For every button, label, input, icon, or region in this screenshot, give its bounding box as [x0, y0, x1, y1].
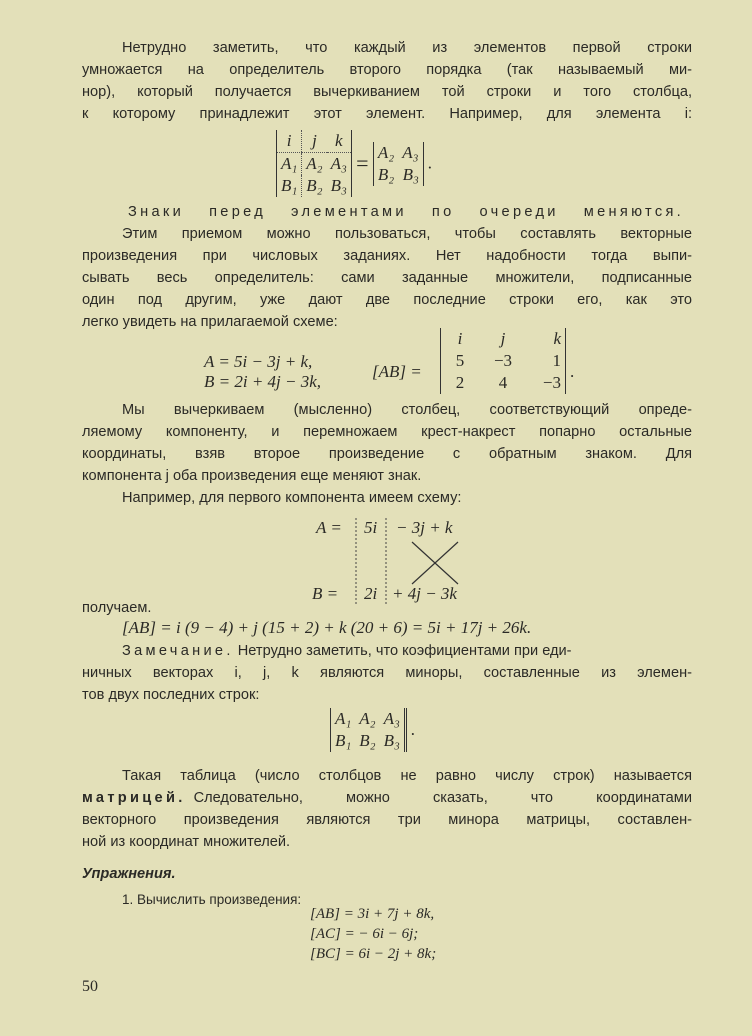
- cell: B₃: [330, 176, 347, 195]
- cell: A₃: [330, 154, 347, 173]
- cell: A₁: [335, 709, 352, 728]
- cell: B₁: [277, 175, 302, 197]
- matrix-2x3: [330, 708, 415, 752]
- scheme-b-label: B =: [312, 584, 339, 603]
- exercise-formula: [AC] = − 6i − 6j;: [310, 926, 419, 942]
- remark-heading: Замечание.: [122, 643, 234, 659]
- minor: [373, 142, 424, 186]
- cell: A₂: [302, 153, 327, 176]
- period: .: [570, 362, 575, 381]
- text: Нетрудно заметить, что коэфициентами при еди-: [237, 643, 572, 659]
- signs-line: Знаки перед элементами по очереди меняются.: [128, 204, 684, 220]
- text-line: один под другим, уже дают две последние строки его, как это: [82, 292, 692, 308]
- cell: B₃: [383, 731, 400, 750]
- cell: j: [500, 329, 506, 348]
- remark-line: [122, 641, 572, 661]
- scheme-b-rest: + 4j − 3k: [392, 584, 457, 603]
- exercise-formula: [AB] = 3i + 7j + 8k,: [310, 906, 435, 922]
- cell: 1: [552, 351, 561, 370]
- term-matrix: матрицей.: [82, 790, 186, 806]
- formula-ab: [AB] =: [372, 362, 422, 381]
- cell: i: [277, 130, 302, 153]
- page-number: 50: [82, 978, 98, 995]
- period: .: [428, 153, 433, 173]
- minor-row: A₂ A₃: [377, 142, 419, 162]
- text-line: тов двух последних строк:: [82, 687, 260, 703]
- text-line: легко увидеть на прилагаемой схеме:: [82, 314, 338, 330]
- text-line: ной из координат множителей.: [82, 834, 291, 850]
- text-line: умножается на определитель второго порядка (так называемый ми-: [82, 62, 692, 78]
- cell: −3: [493, 351, 513, 370]
- cell: 5: [455, 351, 465, 370]
- cell: A₂: [359, 709, 376, 728]
- scheme-a-i: 5i: [364, 518, 378, 537]
- cross-arrows-icon: [350, 516, 470, 606]
- text-line: компонента j оба произведения еще меняют знак.: [82, 468, 422, 484]
- text-line: Этим приемом можно пользоваться, чтобы составлять векторные: [122, 226, 692, 242]
- determinant-3x3: [276, 130, 352, 197]
- cell: B₁: [335, 731, 352, 750]
- text-line: к которому принадлежит этот элемент. Например, для элемента i:: [82, 106, 692, 122]
- text-line: Мы вычеркиваем (мысленно) столбец, соответствующий опреде-: [122, 402, 692, 418]
- formula-b: B = 2i + 4j − 3k,: [204, 372, 322, 391]
- cell: B₂: [359, 731, 376, 750]
- determinant-example: [276, 130, 432, 197]
- text-line: произведения при числовых заданиях. Нет надобности тогда выпи-: [82, 248, 692, 264]
- formula-a: A = 5i − 3j + k,: [204, 352, 313, 371]
- cell: A₃: [383, 709, 400, 728]
- text-line: [82, 788, 692, 808]
- cell: k: [327, 130, 352, 153]
- cell: A₁: [277, 153, 302, 176]
- text-line: сывать весь определитель: сами заданные множители, подписанные: [82, 270, 692, 286]
- cell: i: [457, 329, 463, 348]
- text-line: Нетрудно заметить, что каждый из элементов первой строки: [122, 40, 692, 56]
- exercise-formula: [BC] = 6i − 2j + 8k;: [310, 946, 437, 962]
- exercises-title: Упражнения.: [82, 866, 176, 882]
- result-formula: [AB] = i (9 − 4) + j (15 + 2) + k (20 + 6) = 5i + 17j + 26k.: [122, 618, 532, 637]
- text-line: координаты, взяв второе произведение с обратным знаком. Для: [82, 446, 692, 462]
- period: .: [411, 720, 416, 739]
- text-line: получаем.: [82, 600, 152, 616]
- text-line: Такая таблица (число столбцов не равно числу строк) называется: [122, 768, 692, 784]
- text-line: ничных векторах i, j, k являются миноры, составленные из элемен-: [82, 665, 692, 681]
- cell: 2: [455, 373, 465, 392]
- text-line: нор), который получается вычеркиванием той строки и того столбца,: [82, 84, 692, 100]
- scheme-a-rest: − 3j + k: [396, 518, 453, 537]
- text-line: Например, для первого компонента имеем схему:: [122, 490, 462, 506]
- equals-sign: =: [356, 150, 369, 176]
- cell: B₂: [302, 175, 327, 197]
- cell: j: [302, 130, 327, 153]
- scheme-b-i: 2i: [364, 584, 378, 603]
- determinant-numeric: [440, 328, 566, 394]
- cell: −3: [542, 373, 561, 392]
- text: Следовательно, можно сказать, что координатами: [193, 790, 692, 806]
- cell: k: [553, 329, 561, 348]
- text-line: ляемому компоненту, и перемножаем крест-накрест попарно остальные: [82, 424, 692, 440]
- minor-row: B₂ B₃: [377, 164, 419, 184]
- text-line: векторного произведения являются три минора матрицы, составлен-: [82, 812, 692, 828]
- exercise-1: 1. Вычислить произведения:: [122, 892, 302, 907]
- cell: 4: [498, 373, 508, 392]
- scheme-a-label: A =: [316, 518, 342, 537]
